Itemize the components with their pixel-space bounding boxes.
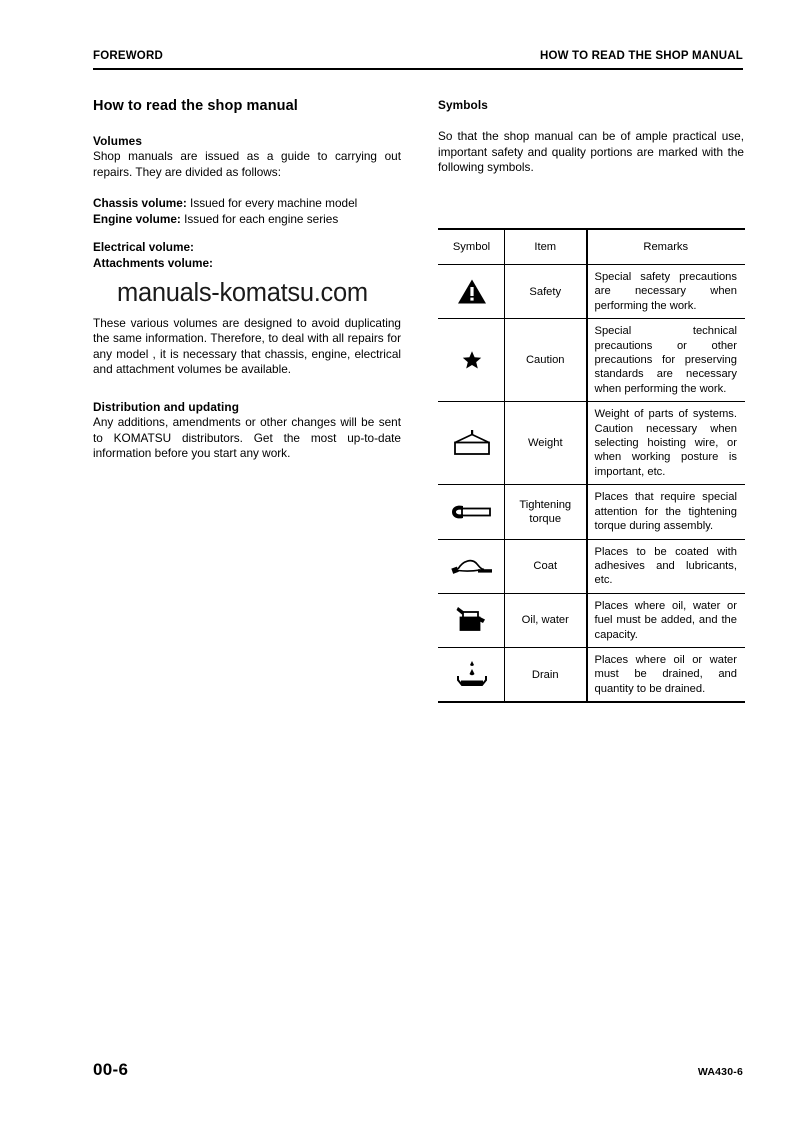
remarks-cell: Places to be coated with adhesives and lubricants, etc. <box>587 539 745 593</box>
table-header-row <box>439 229 745 265</box>
item-cell: Drain <box>505 647 587 702</box>
remarks-cell: Special safety precautions are necessary when performing the work. <box>587 265 745 319</box>
table-row <box>439 485 745 539</box>
drain-pan-icon <box>439 659 504 691</box>
heading-volumes: Volumes <box>93 134 142 148</box>
paragraph-volumes: Shop manuals are issued as a guide to carrying out repairs. They are divided as follows: <box>93 149 401 179</box>
symbol-cell <box>439 265 505 319</box>
oil-can-fill-icon <box>439 604 504 636</box>
chassis-volume-value: Issued for every machine model <box>190 196 358 211</box>
remarks-cell: Places where oil or water must be drained, and quantity to be drained. <box>587 647 745 702</box>
spacer <box>93 378 401 400</box>
symbol-cell <box>439 402 505 485</box>
item-cell: Coat <box>505 539 587 593</box>
chassis-volume-label: Chassis volume: <box>93 196 187 211</box>
definition-engine-volume <box>93 212 401 228</box>
running-head-rule <box>93 68 743 70</box>
table-row <box>439 539 745 593</box>
symbol-cell <box>439 647 505 702</box>
running-head <box>93 50 743 70</box>
remarks-cell: Weight of parts of systems. Caution necessary when selecting hoisting wire, or when working posture is important, etc. <box>587 402 745 485</box>
engine-volume-label: Engine volume: <box>93 211 181 226</box>
definition-attachments-volume <box>93 256 401 272</box>
spacer <box>93 180 401 196</box>
heading-distribution-and-updating: Distribution and updating <box>93 399 240 414</box>
paragraph-symbols-intro: So that the shop manual can be of ample practical use, important safety and quality portions are marked with the following symbols. <box>438 129 744 175</box>
right-column <box>438 98 744 176</box>
table-row <box>439 265 745 319</box>
table-row <box>439 319 745 402</box>
wrench-icon <box>439 497 504 527</box>
item-cell: Weight <box>505 402 587 485</box>
running-head-left: FOREWORD <box>93 50 163 62</box>
symbol-cell <box>439 485 505 539</box>
spacer <box>438 113 744 129</box>
attachments-volume-label: Attachments volume: <box>93 255 213 270</box>
item-cell: Caution <box>505 319 587 402</box>
item-cell: Tightening torque <box>505 485 587 539</box>
footer-page-number: 00-6 <box>93 1060 129 1079</box>
definition-electrical-volume <box>93 240 401 256</box>
electrical-volume-label: Electrical volume: <box>93 240 194 255</box>
warning-triangle-icon <box>439 277 504 307</box>
hoisted-load-icon <box>439 428 504 458</box>
remarks-cell: Places where oil, water or fuel must be added, and the capacity. <box>587 593 745 647</box>
item-cell: Oil, water <box>505 593 587 647</box>
remarks-cell: Special technical precautions or other precautions for preserving standards are necessary when performing the work. <box>587 319 745 402</box>
paragraph-distribution: Any additions, amendments or other changes will be sent to KOMATSU distributors. Get the most up-to-date information before you start any work. <box>93 414 401 461</box>
column-header-symbol: Symbol <box>439 229 505 265</box>
symbol-cell <box>439 319 505 402</box>
symbols-table <box>438 228 745 703</box>
star-icon <box>439 345 504 375</box>
grease-applicator-icon <box>439 551 504 581</box>
table-row <box>439 647 745 702</box>
heading-symbols: Symbols <box>438 98 488 112</box>
column-header-remarks: Remarks <box>587 229 745 265</box>
footer-model: WA430-6 <box>697 1066 743 1078</box>
symbol-cell <box>439 539 505 593</box>
spacer <box>93 227 401 240</box>
watermark-text: manuals-komatsu.com <box>117 279 368 307</box>
symbol-cell <box>439 593 505 647</box>
paragraph-various-volumes: These various volumes are designed to avoid duplicating the same information. Therefore, to deal with all repairs for any model , it is necessary that chassis, engine, electrical and attachment volumes be available. <box>93 315 401 377</box>
running-head-right: HOW TO READ THE SHOP MANUAL <box>539 50 743 62</box>
page-title: How to read the shop manual <box>93 98 298 114</box>
remarks-cell: Places that require special attention for the tightening torque during assembly. <box>587 485 745 539</box>
table-row <box>439 402 745 485</box>
column-header-item: Item <box>505 229 587 265</box>
table-row <box>439 593 745 647</box>
item-cell: Safety <box>505 265 587 319</box>
engine-volume-value: Issued for each engine series <box>184 211 339 226</box>
definition-chassis-volume <box>93 196 401 212</box>
